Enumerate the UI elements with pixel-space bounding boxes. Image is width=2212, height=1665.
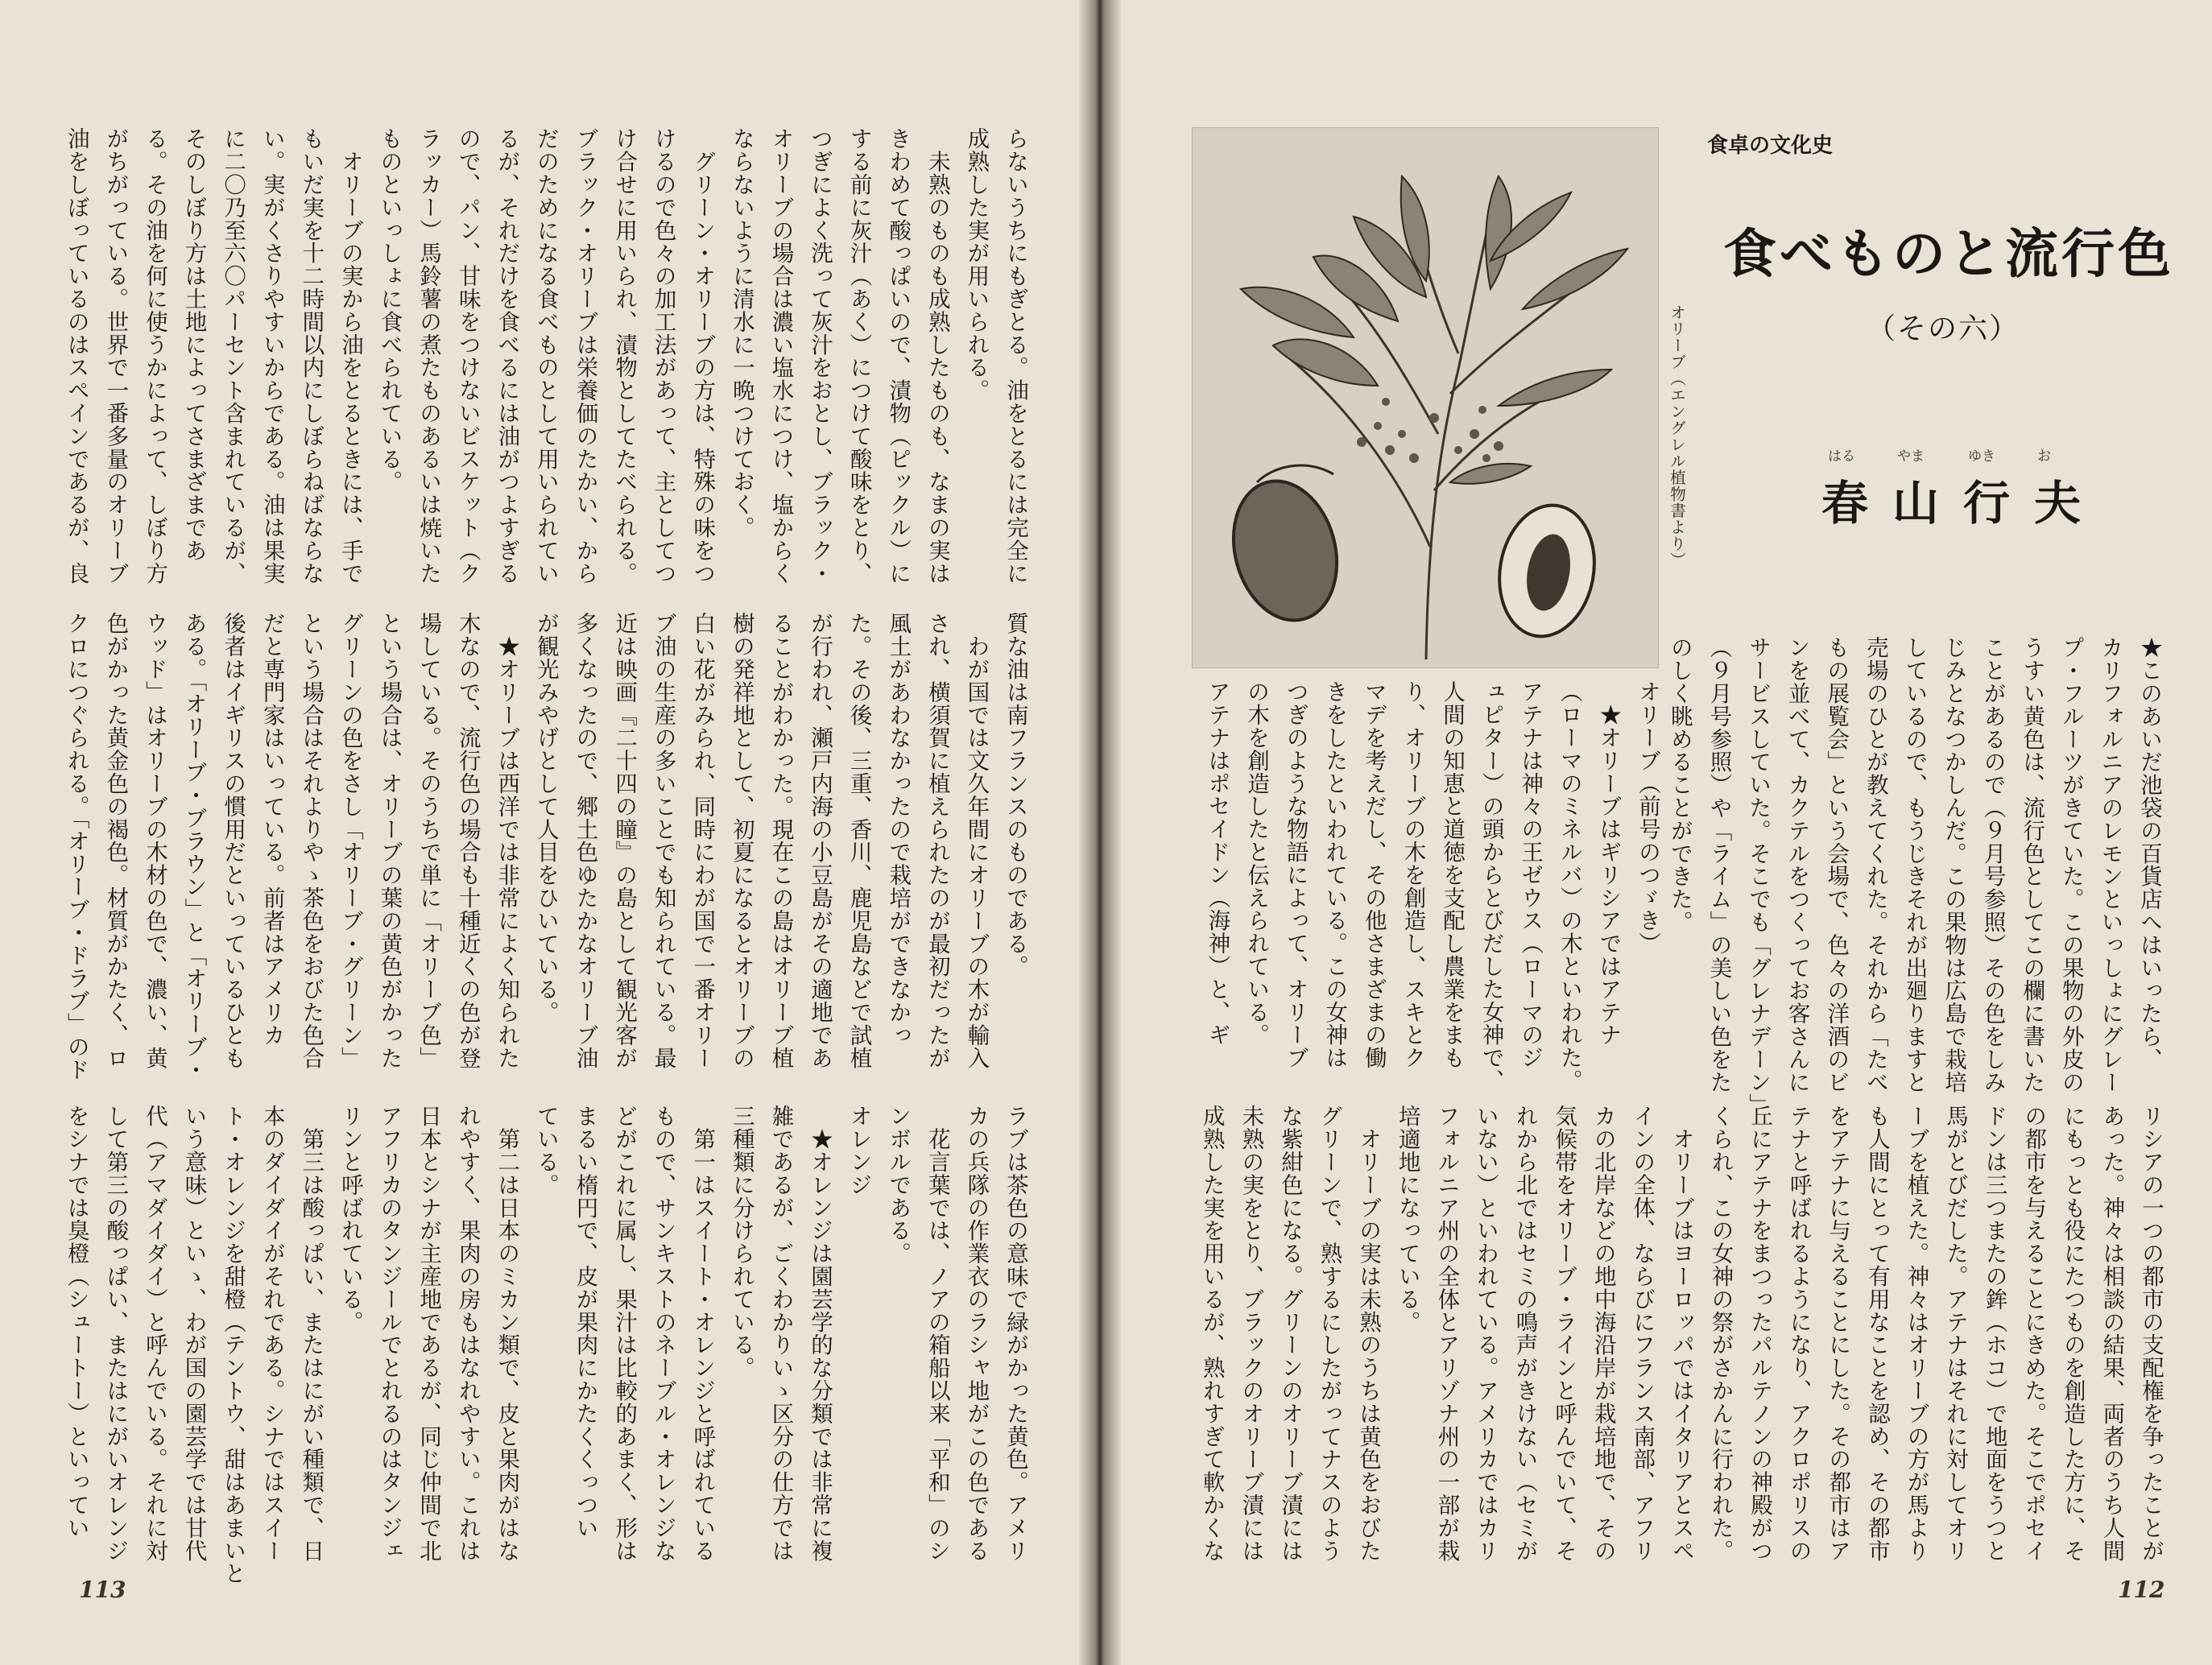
text-column: 多くなったので、郷土色ゆたかなオリーブ油 (572, 612, 598, 1069)
text-column: がちがっている。世界で一番多量のオリーブ (102, 127, 129, 585)
text-column: され、横須賀に植えられたのが最初だったが (924, 612, 950, 1069)
text-column: ブラック・オリーブは栄養価のたかい、から (572, 127, 598, 585)
text-column: ★オリーブはギリシアではアテナ (1595, 680, 1622, 1047)
text-column: らないうちにもぎとる。油をとるには完全に (1003, 127, 1028, 585)
text-column: 第二は日本のミカン類で、皮と果肉がはな (494, 1105, 520, 1562)
text-column: 馬がとびだした。アテナはそれに対してオリ (1942, 1105, 1969, 1562)
text-column: じみとなつかしんだ。この果物は広島で栽培 (1941, 636, 1967, 1093)
text-column: わが国では文久年間にオリーブの木が輸入 (963, 612, 990, 1069)
text-column: 日本とシナが主産地であるが、同じ仲間で北 (416, 1105, 442, 1562)
text-column: あった。神々は相談の結果、両者のうち人間 (2098, 1105, 2125, 1562)
page-number: 112 (2118, 1576, 2165, 1603)
text-column: テナと呼ばれるようになり、アクロポリスの (1785, 1105, 1812, 1562)
text-column: だと専門家はいっている。前者はアメリカ (258, 612, 285, 1047)
text-column: 場している。そのうちで単に「オリーブ色」 (416, 612, 442, 1069)
text-column: ることがわかった。現在この島はオリーブ植 (767, 612, 794, 1069)
text-column: 木なので、流行色の場合も十種近くの色が登 (454, 612, 481, 1069)
author-ruby: やま (1897, 448, 1925, 465)
left-page (0, 0, 1094, 1665)
text-column: をシナでは臭橙（シュートー）といってい (63, 1105, 89, 1539)
article-subtitle: （その六） (1867, 312, 2020, 345)
text-column: 代（アマダイダイ）と呼んでいる。それに対 (141, 1105, 167, 1562)
text-column: 気候帯をオリーブ・ラインと呼んでいて、そ (1551, 1105, 1577, 1562)
text-column: れやすく、果肉の房もはなれやすい。これは (454, 1105, 481, 1562)
text-column: 成熟した実を用いるが、熟れすぎて軟かくな (1198, 1105, 1225, 1562)
text-column: サービスしていた。そこでも「グレナデーン」 (1745, 636, 1772, 1117)
text-column: だのためになる食べものとして用いられてい (532, 127, 559, 585)
olive-branch-icon (1193, 128, 1658, 667)
text-column: 培適地になっている。 (1394, 1105, 1420, 1333)
text-column: まるい楕円で、皮が果肉にかたくくっつい (572, 1105, 598, 1539)
right-page-intro-text (1666, 636, 2169, 1117)
text-column: カの北岸などの地中海沿岸が栽培地で、その (1590, 1105, 1616, 1562)
text-column: プ・フルーツがきていた。この果物の外皮の (2057, 636, 2084, 1093)
text-column: 質な油は南フランスのものである。 (1003, 612, 1028, 978)
author-name: 春山行夫 (1821, 476, 2106, 531)
text-column: け合せに用いられ、漬物としてたべられる。 (611, 127, 638, 585)
text-column: もの展覧会」という会場で、色々の洋酒のビ (1823, 636, 1850, 1093)
text-column: クロにつぐられる。「オリーブ・ドラブ」のド (63, 612, 89, 1081)
text-column: して第三の酸っぱい、またはにがいオレンジ (102, 1105, 129, 1562)
text-column: うすい黄色は、流行色としてこの欄に書いた (2019, 636, 2045, 1093)
text-column: るが、それだけを食べるには油がつよすぎる (494, 127, 520, 585)
text-column: が観光みやげとして人目をひいている。 (532, 612, 559, 1024)
text-column: 花言葉では、ノアの箱船以来「平和」のシ (924, 1105, 950, 1562)
text-column: きをしたといわれている。この女神は (1321, 680, 1348, 1069)
text-column: もいだ実を十二時間以内にしぼらねばならな (298, 127, 325, 585)
text-column: （ローマのミネルバ）の木といわれた。 (1556, 680, 1582, 1093)
text-column: どがこれに属し、果汁は比較的あまく、形は (611, 1105, 638, 1562)
left-page-bottom-text (56, 1105, 1035, 1585)
text-column: 風土があわなかったので栽培ができなかっ (885, 612, 912, 1047)
text-column: つぎによく洗って灰汁をおとし、ブラック・ (807, 127, 833, 585)
text-column: 雑であるが、ごくわかりいゝ区分の仕方では (767, 1105, 794, 1562)
text-column: つぎのような物語によって、オリーブ (1282, 680, 1309, 1069)
text-column: フォルニア州の全体とアリゾナ州の一部が栽 (1433, 1105, 1460, 1562)
text-column: ものといっしょに食べられている。 (376, 127, 403, 494)
article-title: 食べものと流行色 (1723, 222, 2174, 285)
text-column: な紫紺色になる。グリーンのオリーブ漬には (1276, 1105, 1303, 1562)
text-column: の都市を与えることにきめた。そこでポセイ (2020, 1105, 2047, 1562)
text-column: 本のダイダイがそれである。シナではスイー (258, 1105, 285, 1562)
text-column: いない）といわれている。アメリカではカリ (1472, 1105, 1499, 1562)
text-column: けるので色々の加工法があって、主としてつ (650, 127, 676, 585)
text-column: ならないように清水に一晩つけておく。 (728, 127, 755, 539)
text-column: リシアの一つの都市の支配権を争ったことが (2138, 1105, 2164, 1562)
figure-caption: オリーブ（エングレル植物書より） (1668, 304, 1686, 568)
text-column: オリーブの場合は濃い塩水につけ、塩からく (767, 127, 794, 585)
author-ruby: はる (1828, 448, 1855, 465)
text-column: 樹の発祥地として、初夏になるとオリーブの (728, 612, 755, 1069)
text-column: ラッカー）馬鈴薯の煮たものあるいは焼いた (416, 127, 442, 585)
text-column: オリーブの実から油をとるときには、手で (337, 127, 363, 585)
text-column: り、オリーブの木を創造し、スキとク (1400, 680, 1426, 1069)
text-column: ★オリーブは西洋では非常によく知られた (494, 612, 520, 1069)
text-column: インの全体、ならびにフランス南部、アフリ (1629, 1105, 1656, 1562)
text-column: ーブを植えた。神々はオリーブの方が馬より (1903, 1105, 1929, 1562)
text-column: 後者はイギリスの慣用だといっているひとも (220, 612, 246, 1069)
text-column: 未熟の実をとり、ブラックのオリーブ漬には (1238, 1105, 1264, 1562)
text-column: 未熟のものも成熟したものも、なまの実は (924, 127, 950, 585)
text-column: 第一はスイート・オレンジと呼ばれている (689, 1105, 716, 1562)
text-column: 色がかった黄金色の褐色。材質がかたく、ロ (102, 612, 129, 1069)
text-column: い。実がくさりやすいからである。油は果実 (258, 127, 285, 585)
series-title: 食卓の文化史 (1707, 134, 1834, 158)
text-column: 近は映画『二十四の瞳』の島として観光客が (611, 612, 638, 1069)
text-column: ある。「オリーブ・ブラウン」と「オリーブ・ (180, 612, 207, 1081)
text-column: 成熟した実が用いられる。 (963, 127, 990, 402)
text-column: そのしぼり方は土地によってさまざまであ (180, 127, 207, 562)
text-column: という場合は、オリーブの葉の黄色がかった (376, 612, 403, 1069)
text-column: ンを並べて、カクテルをつくってお客さんに (1784, 636, 1810, 1093)
text-column: ュピター）の頭からとびだした女神で、 (1478, 680, 1504, 1093)
text-column: も人間にとって有用なことを認め、その都市 (1863, 1105, 1890, 1562)
text-column: オリーブ（前号のつゞき） (1635, 680, 1660, 955)
text-column: アテナは神々の王ゼウス（ローマのジ (1517, 680, 1544, 1069)
text-column: ことがあるので（９月号参照）その色をしみ (1979, 636, 2006, 1093)
text-column: 丘にアテナをまつったパルテノンの神殿がつ (1747, 1105, 1773, 1562)
text-column: の木を創造したと伝えられている。 (1243, 680, 1270, 1047)
text-column: する前に灰汁（あく）につけて酸味をとり、 (846, 127, 872, 585)
text-column: ★オレンジは園芸学的な分類では非常に複 (807, 1105, 833, 1562)
text-column: マデを考えだし、その他さまざまの働 (1360, 680, 1387, 1069)
text-column: る。その油を何に使うかによって、しぼり方 (141, 127, 167, 585)
text-column: が行われ、瀬戸内海の小豆島がその適地であ (807, 612, 833, 1069)
text-column: 人間の知恵と道徳を支配し農業をまも (1439, 680, 1466, 1069)
text-column: をアテナに与えることにした。その都市はア (1825, 1105, 1851, 1562)
text-column: （９月号参照）や「ライム」の美しい色をた (1706, 636, 1732, 1093)
text-column: ンボルである。 (885, 1105, 912, 1265)
page-number: 113 (79, 1576, 126, 1603)
text-column: のしく眺めることができた。 (1666, 636, 1693, 934)
text-column: きわめて酸っぱいので、漬物（ピックル）に (885, 127, 912, 585)
text-column: オレンジ (846, 1105, 872, 1196)
text-column: 油をしぼっているのはスペインであるが、良 (63, 127, 89, 585)
text-column: いう意味）といゝ、わが国の園芸学では甘代 (180, 1105, 207, 1562)
text-column: もので、サンキストのネーブル・オレンジな (650, 1105, 676, 1562)
text-column: カリフォルニアのレモンといっしょにグレー (2097, 636, 2123, 1093)
text-column: グリーンで、熟するにしたがってナスのよう (1316, 1105, 1342, 1562)
text-column: リンと呼ばれている。 (337, 1105, 363, 1333)
text-column: ト・オレンジを甜橙（テントウ、甜はあまいと (220, 1105, 246, 1585)
text-column: グリーン・オリーブの方は、特殊の味をつ (689, 127, 716, 585)
text-column: た。その後、三重、香川、鹿児島などで試植 (846, 612, 872, 1069)
text-column: カの兵隊の作業衣のラシャ地がこの色である (963, 1105, 990, 1562)
text-column: にもっとも役にたつものを創造した方に、そ (2059, 1105, 2086, 1562)
text-column: ので、パン、甘味をつけないビスケット（ク (454, 127, 481, 585)
text-column: に二〇乃至六〇パーセント含まれているが、 (220, 127, 246, 585)
author-ruby: ゆき (1968, 448, 1995, 465)
book-gutter (1079, 0, 1121, 1665)
text-column: くられ、この女神の祭がさかんに行われた。 (1707, 1105, 1734, 1562)
text-column: ラブは茶色の意味で緑がかった黄色。アメリ (1003, 1105, 1028, 1562)
right-page-olive-section (1200, 680, 1667, 1093)
text-column: 三種類に分けられている。 (728, 1105, 755, 1379)
text-column: ウッド」はオリーブの木材の色で、濃い、黄 (141, 612, 167, 1069)
text-column: オリーブはヨーロッパではイタリアとスペ (1668, 1105, 1694, 1562)
text-column: ★このあいだ池袋の百貨店へはいったら、 (2136, 636, 2162, 1071)
text-column: 第三は酸っぱい、またはにがい種類で、日 (298, 1105, 325, 1562)
author-ruby: お (2037, 448, 2051, 465)
text-column: れから北ではセミの鳴声がきけない（セミが (1511, 1105, 1538, 1562)
text-column: グリーンの色をさし「オリーブ・グリーン」 (337, 612, 363, 1069)
text-column: 白い花がみられ、同時にわが国で一番オリー (689, 612, 716, 1069)
olive-branch-illustration (1192, 127, 1659, 668)
text-column: ている。 (532, 1105, 559, 1196)
text-column: 売場のひとが教えてくれた。それから「たべ (1862, 636, 1888, 1093)
left-page-middle-text (56, 612, 1035, 1089)
text-column: しているので、もうじきそれが出廻りますと (1901, 636, 1928, 1093)
left-page-top-text (56, 127, 1035, 604)
text-column: アテナはポセイドン（海神）と、ギ (1204, 680, 1230, 1047)
text-column: オリーブの実は未熟のうちは黄色をおびた (1355, 1105, 1382, 1562)
text-column: という場合はそれよりやゝ茶色をおびた色合 (298, 612, 325, 1069)
text-column: ドンは三つまたの鉾（ホコ）で地面をうつと (1981, 1105, 2007, 1562)
text-column: ブ油の生産の多いことでも知られている。最 (650, 612, 676, 1069)
right-page-bottom-text (1184, 1105, 2170, 1581)
text-column: アフリカのタンジールでとれるのはタンジェ (376, 1105, 403, 1562)
